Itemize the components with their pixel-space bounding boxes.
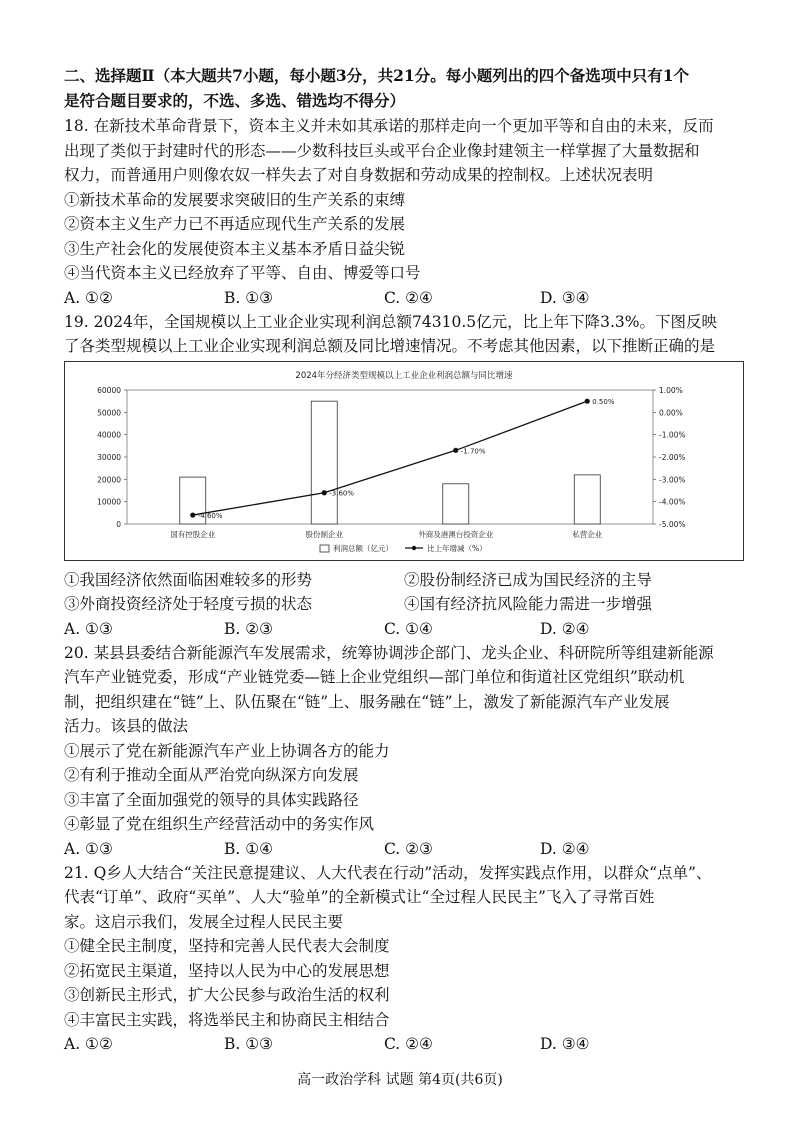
category-label: 外商及港澳台投资企业: [418, 530, 494, 539]
chart-category-labels: [170, 529, 602, 539]
chart-left-axis: [97, 386, 127, 529]
q19-choice-a[interactable]: A. ①③: [64, 620, 113, 638]
q18-stem-line2: 出现了类似于封建时代的形态——少数科技巨头或平台企业像封建领主一样掌握了大量数据和: [64, 142, 700, 160]
right-tick-label: -1.00%: [659, 430, 686, 440]
legend-line-marker: [412, 546, 416, 550]
legend-bar-swatch: [320, 545, 329, 552]
chart-legend: [320, 543, 487, 553]
profit-bar: [311, 401, 337, 524]
growth-line-path: [193, 401, 588, 515]
category-label: 国有控股企业: [170, 530, 216, 539]
q19-choice-d[interactable]: D. ②④: [540, 620, 590, 638]
q18-statement-2: ②资本主义生产力已不再适应现代生产关系的发展: [64, 215, 406, 233]
q21-stem-line2: 代表“订单”、政府“买单”、人大“验单”的全新模式让“全过程人民民主”飞入了寻常百姓: [64, 888, 655, 906]
q21-statement-3: ③创新民主形式，扩大公民参与政治生活的权利: [64, 986, 390, 1004]
q18-choice-d[interactable]: D. ③④: [540, 289, 590, 307]
right-tick-label: 1.00%: [659, 386, 683, 395]
category-label: 私营企业: [572, 530, 603, 539]
q20-stem-line3: 制，把组织建在“链”上、队伍聚在“链”上、服务融在“链”上，激发了新能源汽车产业发展: [64, 693, 670, 711]
category-label: 股份制企业: [305, 530, 343, 539]
q19-statement-1: ①我国经济依然面临困难较多的形势: [64, 571, 313, 589]
legend-bar-label: 利润总额（亿元）: [333, 544, 393, 553]
growth-data-label: -3.60%: [329, 489, 355, 498]
q21-stem-line1: 21. Q乡人大结合“关注民意提建议、人大代表在行动”活动，发挥实践点作用，以群众“点单”、: [64, 864, 712, 882]
left-tick-label: 40000: [97, 430, 121, 440]
growth-point: [453, 448, 458, 453]
growth-point: [585, 399, 590, 404]
q20-statement-1: ①展示了党在新能源汽车产业上协调各方的能力: [64, 742, 390, 760]
q21-choice-b[interactable]: B. ①③: [224, 1035, 274, 1053]
q20-statement-3: ③丰富了全面加强党的领导的具体实践路径: [64, 791, 359, 809]
growth-point: [190, 512, 195, 517]
q18-statement-3: ③生产社会化的发展使资本主义基本矛盾日益尖锐: [64, 240, 406, 258]
q19-statement-2: ②股份制经济已成为国民经济的主导: [404, 571, 653, 589]
q21-choice-c[interactable]: C. ②④: [384, 1035, 433, 1053]
growth-data-label: -4.60%: [197, 512, 223, 521]
q20-choice-c[interactable]: C. ②③: [384, 840, 433, 858]
q19-statements-row2: [64, 592, 744, 616]
q21-statement-2: ②拓宽民主渠道，坚持以人民为中心的发展思想: [64, 962, 390, 980]
q20-statement-4: ④彰显了党在组织生产经营活动中的务实作风: [64, 815, 375, 833]
section-title-line1: 二、选择题Ⅱ（本大题共7小题，每小题3分，共21分。每小题列出的四个备选项中只有1个: [64, 66, 689, 85]
profit-bar: [574, 475, 600, 524]
q20-stem-line4: 活力。该县的做法: [64, 717, 189, 735]
right-tick-label: 0.00%: [659, 408, 683, 418]
q18-choice-b[interactable]: B. ①③: [224, 289, 274, 307]
q18-choice-c[interactable]: C. ②④: [384, 289, 433, 307]
right-tick-label: -5.00%: [659, 520, 686, 529]
chart-growth-line: [190, 398, 615, 520]
q19-choice-b[interactable]: B. ②③: [224, 620, 274, 638]
left-tick-label: 50000: [97, 408, 121, 418]
q19-statements-row1: [64, 568, 744, 592]
left-tick-label: 10000: [97, 497, 121, 507]
q19-choice-c[interactable]: C. ①④: [384, 620, 433, 638]
section-title-line2: 是符合题目要求的，不选、多选、错选均不得分）: [64, 91, 406, 110]
profit-bar: [443, 484, 469, 524]
q20-stem-line2: 汽车产业链党委，形成“产业链党委—链上企业党组织—部门单位和街道社区党组织”联动机: [64, 668, 685, 686]
growth-data-label: -1.70%: [460, 447, 486, 456]
q21-choices: [64, 1032, 744, 1056]
q19-stem-line1: 19. 2024年，全国规模以上工业企业实现利润总额74310.5亿元，比上年下降3.3%。下图反映: [64, 313, 718, 331]
left-tick-label: 0: [116, 520, 121, 529]
q18-statement-4: ④当代资本主义已经放弃了平等、自由、博爱等口号: [64, 264, 421, 282]
q21-choice-a[interactable]: A. ①②: [64, 1035, 113, 1053]
q18-stem-line1: 18. 在新技术革命背景下，资本主义并未如其承诺的那样走向一个更加平等和自由的未来，反而: [64, 117, 714, 135]
q20-choice-a[interactable]: A. ①③: [64, 840, 113, 858]
chart-right-axis: [653, 386, 686, 529]
profit-chart: [64, 361, 744, 561]
q19-stem-line2: 了各类型规模以上工业企业实现利润总额及同比增速情况。不考虑其他因素，以下推断正确的是: [64, 337, 716, 355]
q21-statement-4: ④丰富民主实践，将选举民主和协商民主相结合: [64, 1011, 390, 1029]
right-tick-label: -4.00%: [659, 497, 686, 507]
profit-chart-svg: [65, 362, 743, 560]
q19-statement-4: ④国有经济抗风险能力需进一步增强: [404, 595, 653, 613]
page-footer: 高一政治学科 试题 第4页(共6页): [297, 1072, 503, 1088]
q20-choices: [64, 837, 744, 861]
growth-point: [322, 490, 327, 495]
q18-statement-1: ①新技术革命的发展要求突破旧的生产关系的束缚: [64, 191, 406, 209]
q20-choice-d[interactable]: D. ②④: [540, 840, 590, 858]
growth-data-label: 0.50%: [592, 398, 615, 407]
q21-statement-1: ①健全民主制度，坚持和完善人民代表大会制度: [64, 937, 390, 955]
right-tick-label: -3.00%: [659, 475, 686, 485]
right-tick-label: -2.00%: [659, 453, 686, 462]
q20-statement-2: ②有利于推动全面从严治党向纵深方向发展: [64, 766, 359, 784]
q19-choices: [64, 617, 744, 641]
q18-choices: [64, 286, 744, 310]
q18-choice-a[interactable]: A. ①②: [64, 289, 113, 307]
chart-title: 2024年分经济类型规模以上工业企业利润总额与同比增速: [295, 371, 513, 381]
q21-choice-d[interactable]: D. ③④: [540, 1035, 590, 1053]
q19-statement-3: ③外商投资经济处于轻度亏损的状态: [64, 595, 313, 613]
left-tick-label: 60000: [97, 386, 121, 395]
left-tick-label: 20000: [97, 475, 121, 485]
q20-stem-line1: 20. 某县县委结合新能源汽车发展需求，统筹协调涉企部门、龙头企业、科研院所等组建新能源: [64, 644, 714, 662]
left-tick-label: 30000: [97, 453, 121, 462]
q18-stem-line3: 权力，而普通用户则像农奴一样失去了对自身数据和劳动成果的控制权。上述状况表明: [64, 166, 654, 184]
legend-line-label: 比上年增减（%）: [427, 544, 487, 553]
q20-choice-b[interactable]: B. ①④: [224, 840, 274, 858]
q21-stem-line3: 家。这启示我们，发展全过程人民民主要: [64, 913, 344, 931]
